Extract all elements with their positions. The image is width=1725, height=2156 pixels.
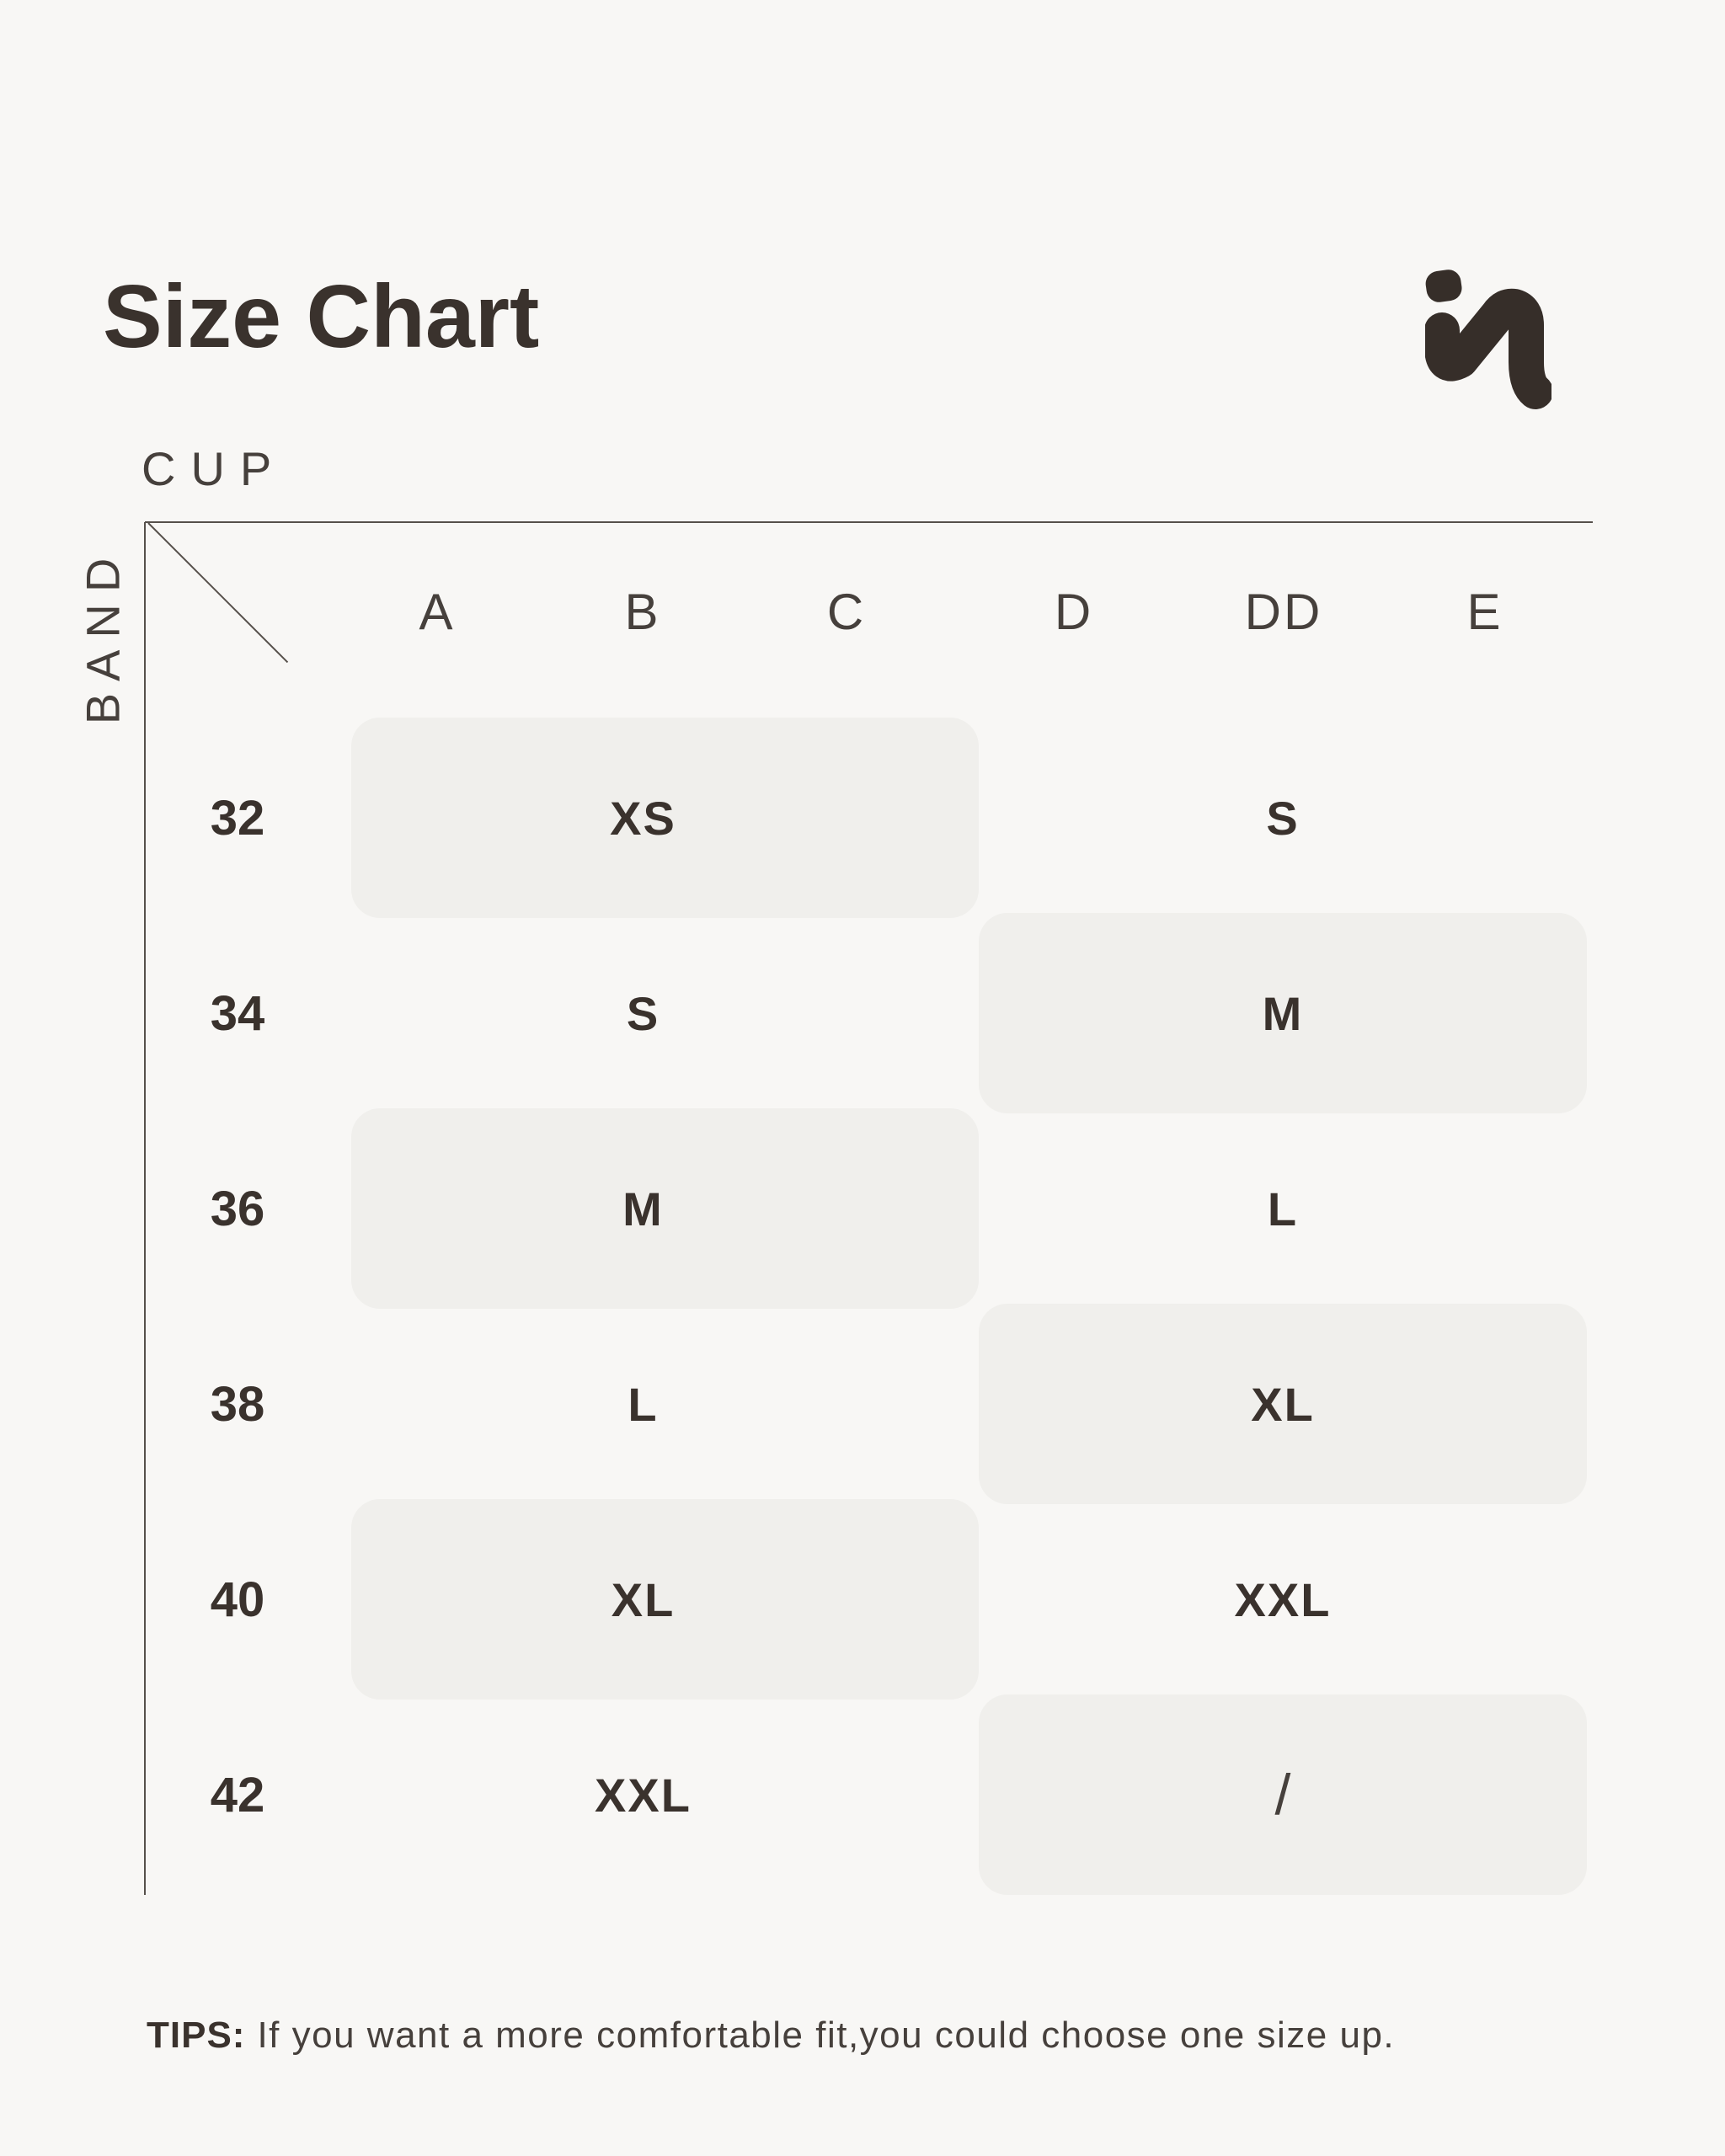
page-title: Size Chart: [103, 267, 540, 366]
cell-band-36-cups-d-e: [979, 1108, 1587, 1309]
size-value: M: [1262, 986, 1304, 1040]
size-value: S: [626, 986, 660, 1040]
tips-label: TIPS:: [147, 2015, 246, 2056]
size-value: XL: [1251, 1377, 1315, 1431]
cell-band-38-cups-a-c: [351, 1304, 979, 1504]
cup-axis-label: CUP: [142, 442, 287, 495]
axis-corner-diagonal-line: [147, 522, 288, 663]
cell-band-36-cups-a-c: [351, 1108, 979, 1309]
column-header-b: B: [624, 584, 661, 640]
row-header-42: 42: [210, 1767, 265, 1822]
column-header-a: A: [419, 584, 456, 640]
table-left-rule: [144, 522, 146, 1895]
size-value: L: [628, 1377, 659, 1431]
row-header-40: 40: [210, 1572, 265, 1627]
tips-text: If you want a more comfortable fit,you could choose one size up.: [257, 2015, 1396, 2056]
cell-band-42-cups-d-e: [979, 1694, 1587, 1895]
column-header-d: D: [1054, 584, 1094, 640]
cell-band-42-cups-a-c: [351, 1694, 979, 1895]
size-value: M: [622, 1182, 664, 1235]
band-axis-label: BAND: [76, 546, 130, 725]
cell-band-38-cups-d-e: [979, 1304, 1587, 1504]
column-header-c: C: [826, 584, 867, 640]
cell-band-40-cups-d-e: [979, 1499, 1587, 1700]
size-value: L: [1267, 1182, 1299, 1235]
size-value: XL: [611, 1572, 676, 1626]
row-header-36: 36: [210, 1181, 265, 1236]
not-available-slash: /: [1274, 1763, 1291, 1827]
row-header-38: 38: [210, 1376, 265, 1432]
row-header-34: 34: [210, 985, 265, 1041]
size-value: S: [1266, 791, 1300, 845]
cell-band-34-cups-a-c: [351, 913, 979, 1113]
table-top-rule: [145, 521, 1593, 523]
cell-band-40-cups-a-c: [351, 1499, 979, 1700]
row-header-32: 32: [210, 790, 265, 846]
size-value: XXL: [595, 1768, 692, 1822]
cell-band-32-cups-d-e: [979, 718, 1587, 918]
size-value: XXL: [1234, 1572, 1332, 1626]
brand-logo-icon: [1425, 266, 1551, 411]
size-value: XS: [610, 791, 676, 845]
cell-band-32-cups-a-c: [351, 718, 979, 918]
column-header-dd: DD: [1244, 584, 1323, 640]
tips-note: [147, 2015, 1395, 2057]
cell-band-34-cups-d-e: [979, 913, 1587, 1113]
column-header-e: E: [1466, 584, 1503, 640]
